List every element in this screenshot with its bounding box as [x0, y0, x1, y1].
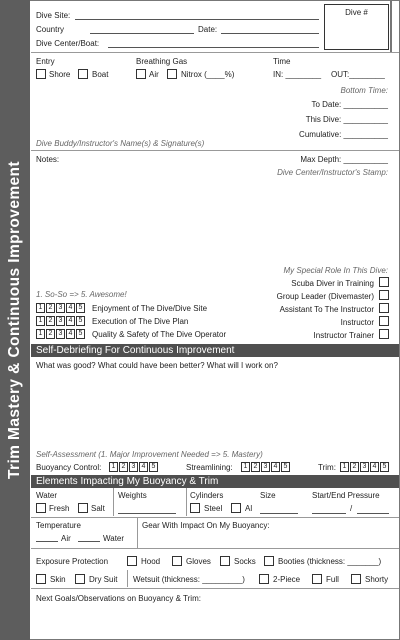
divider — [113, 488, 114, 516]
rating-label: Enjoyment of The Dive/Dive Site — [92, 304, 208, 313]
weights-label: Weights — [118, 491, 147, 500]
rating-option[interactable]: 2 — [46, 329, 55, 339]
al-checkbox[interactable] — [231, 503, 241, 513]
role-checkbox[interactable] — [379, 303, 389, 313]
air-temp-label: Air — [61, 534, 71, 543]
divider — [31, 150, 399, 151]
buoyancy-scale[interactable] — [109, 462, 158, 472]
dive-center-label: Dive Center/Boat: — [36, 39, 100, 48]
role-checkbox[interactable] — [379, 290, 389, 300]
skin-label: Skin — [50, 575, 66, 584]
temperature-label: Temperature — [36, 521, 81, 530]
shorty-checkbox[interactable] — [351, 574, 361, 584]
shorty-label: Shorty — [365, 575, 389, 584]
notes-label: Notes: — [36, 155, 60, 164]
buddy-signature-label: Dive Buddy/Instructor's Name(s) & Signature(s) — [36, 139, 205, 148]
rating-option[interactable]: 5 — [76, 329, 85, 339]
buoyancy-label: Buoyancy Control: — [36, 463, 102, 472]
time-label: Time — [273, 57, 291, 66]
size-field[interactable] — [260, 513, 298, 514]
rating-option[interactable]: 4 — [66, 303, 75, 313]
rating-label: Quality & Safety of The Dive Operator — [92, 330, 227, 339]
to-date-field[interactable]: To Date: __________ — [311, 100, 388, 109]
booties-label: Booties (thickness: _______) — [278, 557, 382, 566]
country-label: Country — [36, 25, 65, 34]
elements-section-header: Elements Impacting My Buoyancy & Trim — [31, 475, 399, 488]
al-label: Al — [245, 504, 253, 513]
rating-option[interactable]: 1 — [340, 462, 349, 472]
rating-option[interactable]: 2 — [119, 462, 128, 472]
full-checkbox[interactable] — [312, 574, 322, 584]
hood-label: Hood — [141, 557, 161, 566]
time-in-field[interactable]: IN: ________ — [273, 70, 322, 79]
drysuit-checkbox[interactable] — [75, 574, 85, 584]
roles-title: My Special Role In This Dive: — [283, 266, 388, 275]
country-field[interactable] — [90, 33, 194, 34]
divider — [31, 517, 399, 518]
shore-label: Shore — [49, 70, 71, 79]
streamlining-scale[interactable] — [241, 462, 290, 472]
role-label: Assistant To The Instructor — [279, 305, 374, 314]
entry-label: Entry — [36, 57, 55, 66]
hood-checkbox[interactable] — [127, 556, 137, 566]
divider — [31, 588, 399, 589]
date-field[interactable] — [221, 33, 319, 34]
dive-center-field[interactable] — [108, 47, 319, 48]
this-dive-field[interactable]: This Dive: __________ — [305, 115, 388, 124]
air-label: Air — [149, 70, 159, 79]
rating-option[interactable]: 4 — [370, 462, 379, 472]
rating-scale[interactable] — [36, 303, 85, 313]
divider — [186, 488, 187, 516]
rating-option[interactable]: 3 — [129, 462, 138, 472]
role-label: Instructor Trainer — [313, 331, 374, 340]
gloves-label: Gloves — [186, 557, 211, 566]
nitrox-checkbox[interactable] — [167, 69, 177, 79]
role-checkbox[interactable] — [379, 329, 389, 339]
rating-option[interactable]: 2 — [46, 303, 55, 313]
rating-option[interactable]: 4 — [66, 316, 75, 326]
bottom-time-label: Bottom Time: — [340, 86, 388, 95]
role-checkbox[interactable] — [379, 316, 389, 326]
rating-option[interactable]: 5 — [281, 462, 290, 472]
rating-option[interactable]: 2 — [350, 462, 359, 472]
socks-label: Socks — [234, 557, 256, 566]
spine-banner — [0, 0, 30, 640]
rating-scale[interactable] — [36, 329, 85, 339]
steel-label: Steel — [204, 504, 223, 513]
water-temp-field[interactable] — [78, 541, 100, 542]
rating-option[interactable]: 3 — [56, 316, 65, 326]
trim-scale[interactable] — [340, 462, 389, 472]
role-label: Scuba Diver in Training — [291, 279, 374, 288]
wetsuit-label: Wetsuit (thickness: _________) — [133, 575, 245, 584]
role-label: Group Leader (Divemaster) — [276, 292, 374, 301]
dive-number-label: Dive # — [345, 8, 368, 17]
exposure-label: Exposure Protection — [36, 557, 109, 566]
header-shadow — [390, 0, 392, 52]
rating-option[interactable]: 5 — [76, 316, 85, 326]
role-checkbox[interactable] — [379, 277, 389, 287]
self-assessment-label: Self-Assessment (1. Major Improvement Needed => 5. Mastery) — [36, 450, 263, 459]
rating-option[interactable]: 1 — [241, 462, 250, 472]
next-goals-label: Next Goals/Observations on Buoyancy & Trim: — [36, 594, 201, 603]
gloves-checkbox[interactable] — [172, 556, 182, 566]
nitrox-label: Nitrox (____%) — [181, 70, 235, 79]
start-pressure-field[interactable] — [312, 513, 346, 514]
booties-checkbox[interactable] — [264, 556, 274, 566]
two-piece-label: 2-Piece — [273, 575, 301, 584]
rating-option[interactable]: 5 — [380, 462, 389, 472]
rating-scale[interactable] — [36, 316, 85, 326]
max-depth-field[interactable]: Max Depth: __________ — [300, 155, 388, 164]
rating-label: Execution of The Dive Plan — [92, 317, 189, 326]
cylinders-label: Cylinders — [190, 491, 224, 500]
fresh-checkbox[interactable] — [36, 503, 46, 513]
air-temp-field[interactable] — [36, 541, 58, 542]
rating-option[interactable]: 3 — [360, 462, 369, 472]
pressure-label: Start/End Pressure — [312, 491, 380, 500]
divider — [31, 548, 399, 549]
rating-option[interactable]: 1 — [36, 303, 45, 313]
rating-option[interactable]: 1 — [36, 329, 45, 339]
end-pressure-field[interactable] — [357, 513, 389, 514]
rating-option[interactable]: 3 — [56, 329, 65, 339]
spine-title: Trim Mastery & Continuous Improvement — [6, 161, 23, 479]
dive-site-field[interactable] — [75, 19, 319, 20]
rating-option[interactable]: 4 — [66, 329, 75, 339]
divider — [127, 570, 128, 587]
rating-option[interactable]: 4 — [271, 462, 280, 472]
boat-checkbox[interactable] — [78, 69, 88, 79]
breathing-gas-label: Breathing Gas — [136, 57, 188, 66]
rating-option[interactable]: 5 — [76, 303, 85, 313]
socks-checkbox[interactable] — [220, 556, 230, 566]
rating-option[interactable]: 3 — [261, 462, 270, 472]
scale-note: 1. So-So => 5. Awesome! — [36, 290, 127, 299]
salt-label: Salt — [91, 504, 105, 513]
rating-option[interactable]: 1 — [36, 316, 45, 326]
rating-option[interactable]: 1 — [109, 462, 118, 472]
role-label: Instructor — [340, 318, 374, 327]
rating-option[interactable]: 4 — [139, 462, 148, 472]
pressure-separator: / — [350, 504, 353, 513]
drysuit-label: Dry Suit — [89, 575, 118, 584]
trim-label: Trim: — [318, 463, 336, 472]
boat-label: Boat — [92, 70, 109, 79]
dive-site-label: Dive Site: — [36, 11, 71, 20]
full-label: Full — [326, 575, 339, 584]
cumulative-field[interactable]: Cumulative: __________ — [299, 130, 388, 139]
gear-label: Gear With Impact On My Buoyancy: — [142, 521, 270, 530]
rating-option[interactable]: 2 — [251, 462, 260, 472]
time-out-field[interactable]: OUT:________ — [331, 70, 385, 79]
two-piece-checkbox[interactable] — [259, 574, 269, 584]
water-temp-label: Water — [103, 534, 125, 543]
skin-checkbox[interactable] — [36, 574, 46, 584]
debrief-section-header: Self-Debriefing For Continuous Improvement — [31, 344, 399, 357]
steel-checkbox[interactable] — [190, 503, 200, 513]
weights-field[interactable] — [118, 513, 176, 514]
shore-checkbox[interactable] — [36, 69, 46, 79]
salt-checkbox[interactable] — [78, 503, 88, 513]
dive-number-box[interactable] — [324, 4, 389, 50]
size-label: Size — [260, 491, 276, 500]
rating-option[interactable]: 3 — [56, 303, 65, 313]
streamlining-label: Streamlining: — [186, 463, 233, 472]
rating-option[interactable]: 2 — [46, 316, 55, 326]
fresh-label: Fresh — [49, 504, 70, 513]
date-label: Date: — [198, 25, 218, 34]
stamp-label: Dive Center/Instructor's Stamp: — [277, 168, 388, 177]
divider — [31, 52, 399, 53]
debrief-question: What was good? What could have been better? What will I work on? — [36, 361, 278, 370]
divider — [137, 517, 138, 548]
rating-option[interactable]: 5 — [149, 462, 158, 472]
air-checkbox[interactable] — [136, 69, 146, 79]
water-label: Water — [36, 491, 58, 500]
